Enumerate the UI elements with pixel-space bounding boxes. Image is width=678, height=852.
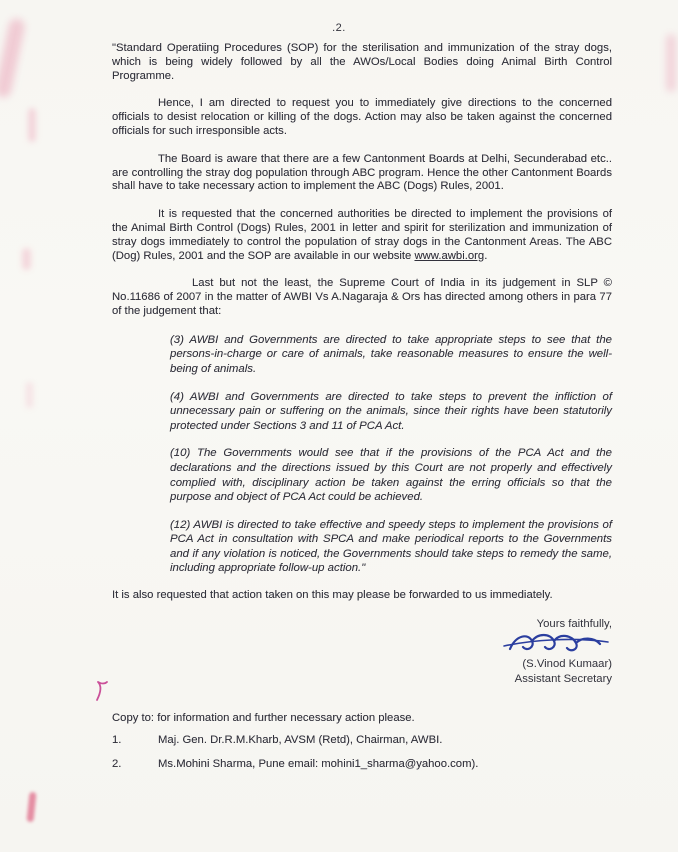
scan-smudge-left-2 <box>22 248 31 270</box>
signatory-title: Assistant Secretary <box>514 672 612 685</box>
scan-smudge-bottom-left <box>26 792 36 823</box>
judgement-quote-para-4: (4) AWBI and Governments are directed to take steps to prevent the infliction of unnecessary pain or suffering on the animals, since their rights have been statutorily protected under Sections 3 and 11 of PCA Act. <box>170 390 612 432</box>
paragraph-hence-directed: Hence, I am directed to request you to immediately give directions to the concerned officials to desist relocation or killing of the dogs. Action may also be taken against the concerned officials for such irresponsible acts. <box>112 97 612 137</box>
paragraph-sop: "Standard Operatiing Procedures (SOP) for the sterilisation and immunization of the stray dogs, which is being widely followed by all the AWOs/Local Bodies doing Animal Birth Control Programme. <box>112 42 612 82</box>
awbi-website-link[interactable]: www.awbi.org <box>414 249 485 262</box>
paragraph-supreme-court: Last but not the least, the Supreme Court of India in its judgement in SLP © No.11686 of 2007 in the matter of AWBI Vs A.Nagaraja & Ors has directed among others in para 77 of the judgement that: <box>112 277 612 317</box>
paragraph-abc-rules-text: It is requested that the concerned authorities be directed to implement the provisions of the Animal Birth Control (Dogs) Rules, 2001 in letter and spirit for sterilization and immunization of stray dogs immediately to control the population of stray dogs in the Cantonment Areas. The ABC (Dog) Rules, 2001 and the SOP are available in our website <box>112 208 612 262</box>
signature-block <box>112 617 612 687</box>
signatory-name: (S.Vinod Kumaar) <box>522 658 612 671</box>
judgement-quote-para-12: (12) AWBI is directed to take effective and speedy steps to implement the provisions of PCA Act in consultation with SPCA and make periodical reports to the Governments and if any violation is noticed, the Governments should take steps to remedy the same, including appropriate follow-up action." <box>170 518 612 575</box>
red-pen-mark <box>92 680 112 702</box>
copy-to-item-text: Maj. Gen. Dr.R.M.Kharb, AVSM (Retd), Chairman, AWBI. <box>158 734 443 747</box>
copy-to-item-text: Ms.Mohini Sharma, Pune email: mohini1_sharma@yahoo.com). <box>158 758 479 771</box>
copy-to-item <box>112 734 612 748</box>
paragraph-abc-rules-period: . <box>484 249 488 262</box>
scan-smudge-left-3 <box>26 382 33 408</box>
paragraph-cantonment-boards: The Board is aware that there are a few Cantonment Boards at Delhi, Secunderabad etc.. are controlling the stray dog population through ABC program. Hence the other Cantonment Boards shall have to take necessary action to implement the ABC (Dogs) Rules, 2001. <box>112 152 612 193</box>
judgement-quote-para-3: (3) AWBI and Governments are directed to take appropriate steps to see that the persons-in-charge or care of animals, take reasonable measures to ensure the well-being of animals. <box>170 333 612 375</box>
copy-to-item-number: 1. <box>112 734 122 747</box>
closing-request: It is also requested that action taken on this may please be forwarded to us immediately. <box>112 589 553 602</box>
page-number: .2. <box>332 22 346 34</box>
scan-smudge-left-1 <box>28 108 36 142</box>
copy-to-heading: Copy to: for information and further necessary action please. <box>112 712 415 725</box>
judgement-quote-para-10: (10) The Governments would see that if the provisions of the PCA Act and the declarations and the directions issued by this Court are not properly and effectively complied with, disciplinary action be taken against the erring officials so that the purpose and object of PCA Act could be achieved. <box>170 447 612 504</box>
letter-body <box>112 42 612 772</box>
copy-to-item-number: 2. <box>112 758 122 771</box>
copy-to-item <box>112 758 612 772</box>
scan-smudge-right <box>666 34 676 92</box>
paragraph-abc-rules <box>112 208 612 263</box>
valediction: Yours faithfully, <box>536 617 612 630</box>
